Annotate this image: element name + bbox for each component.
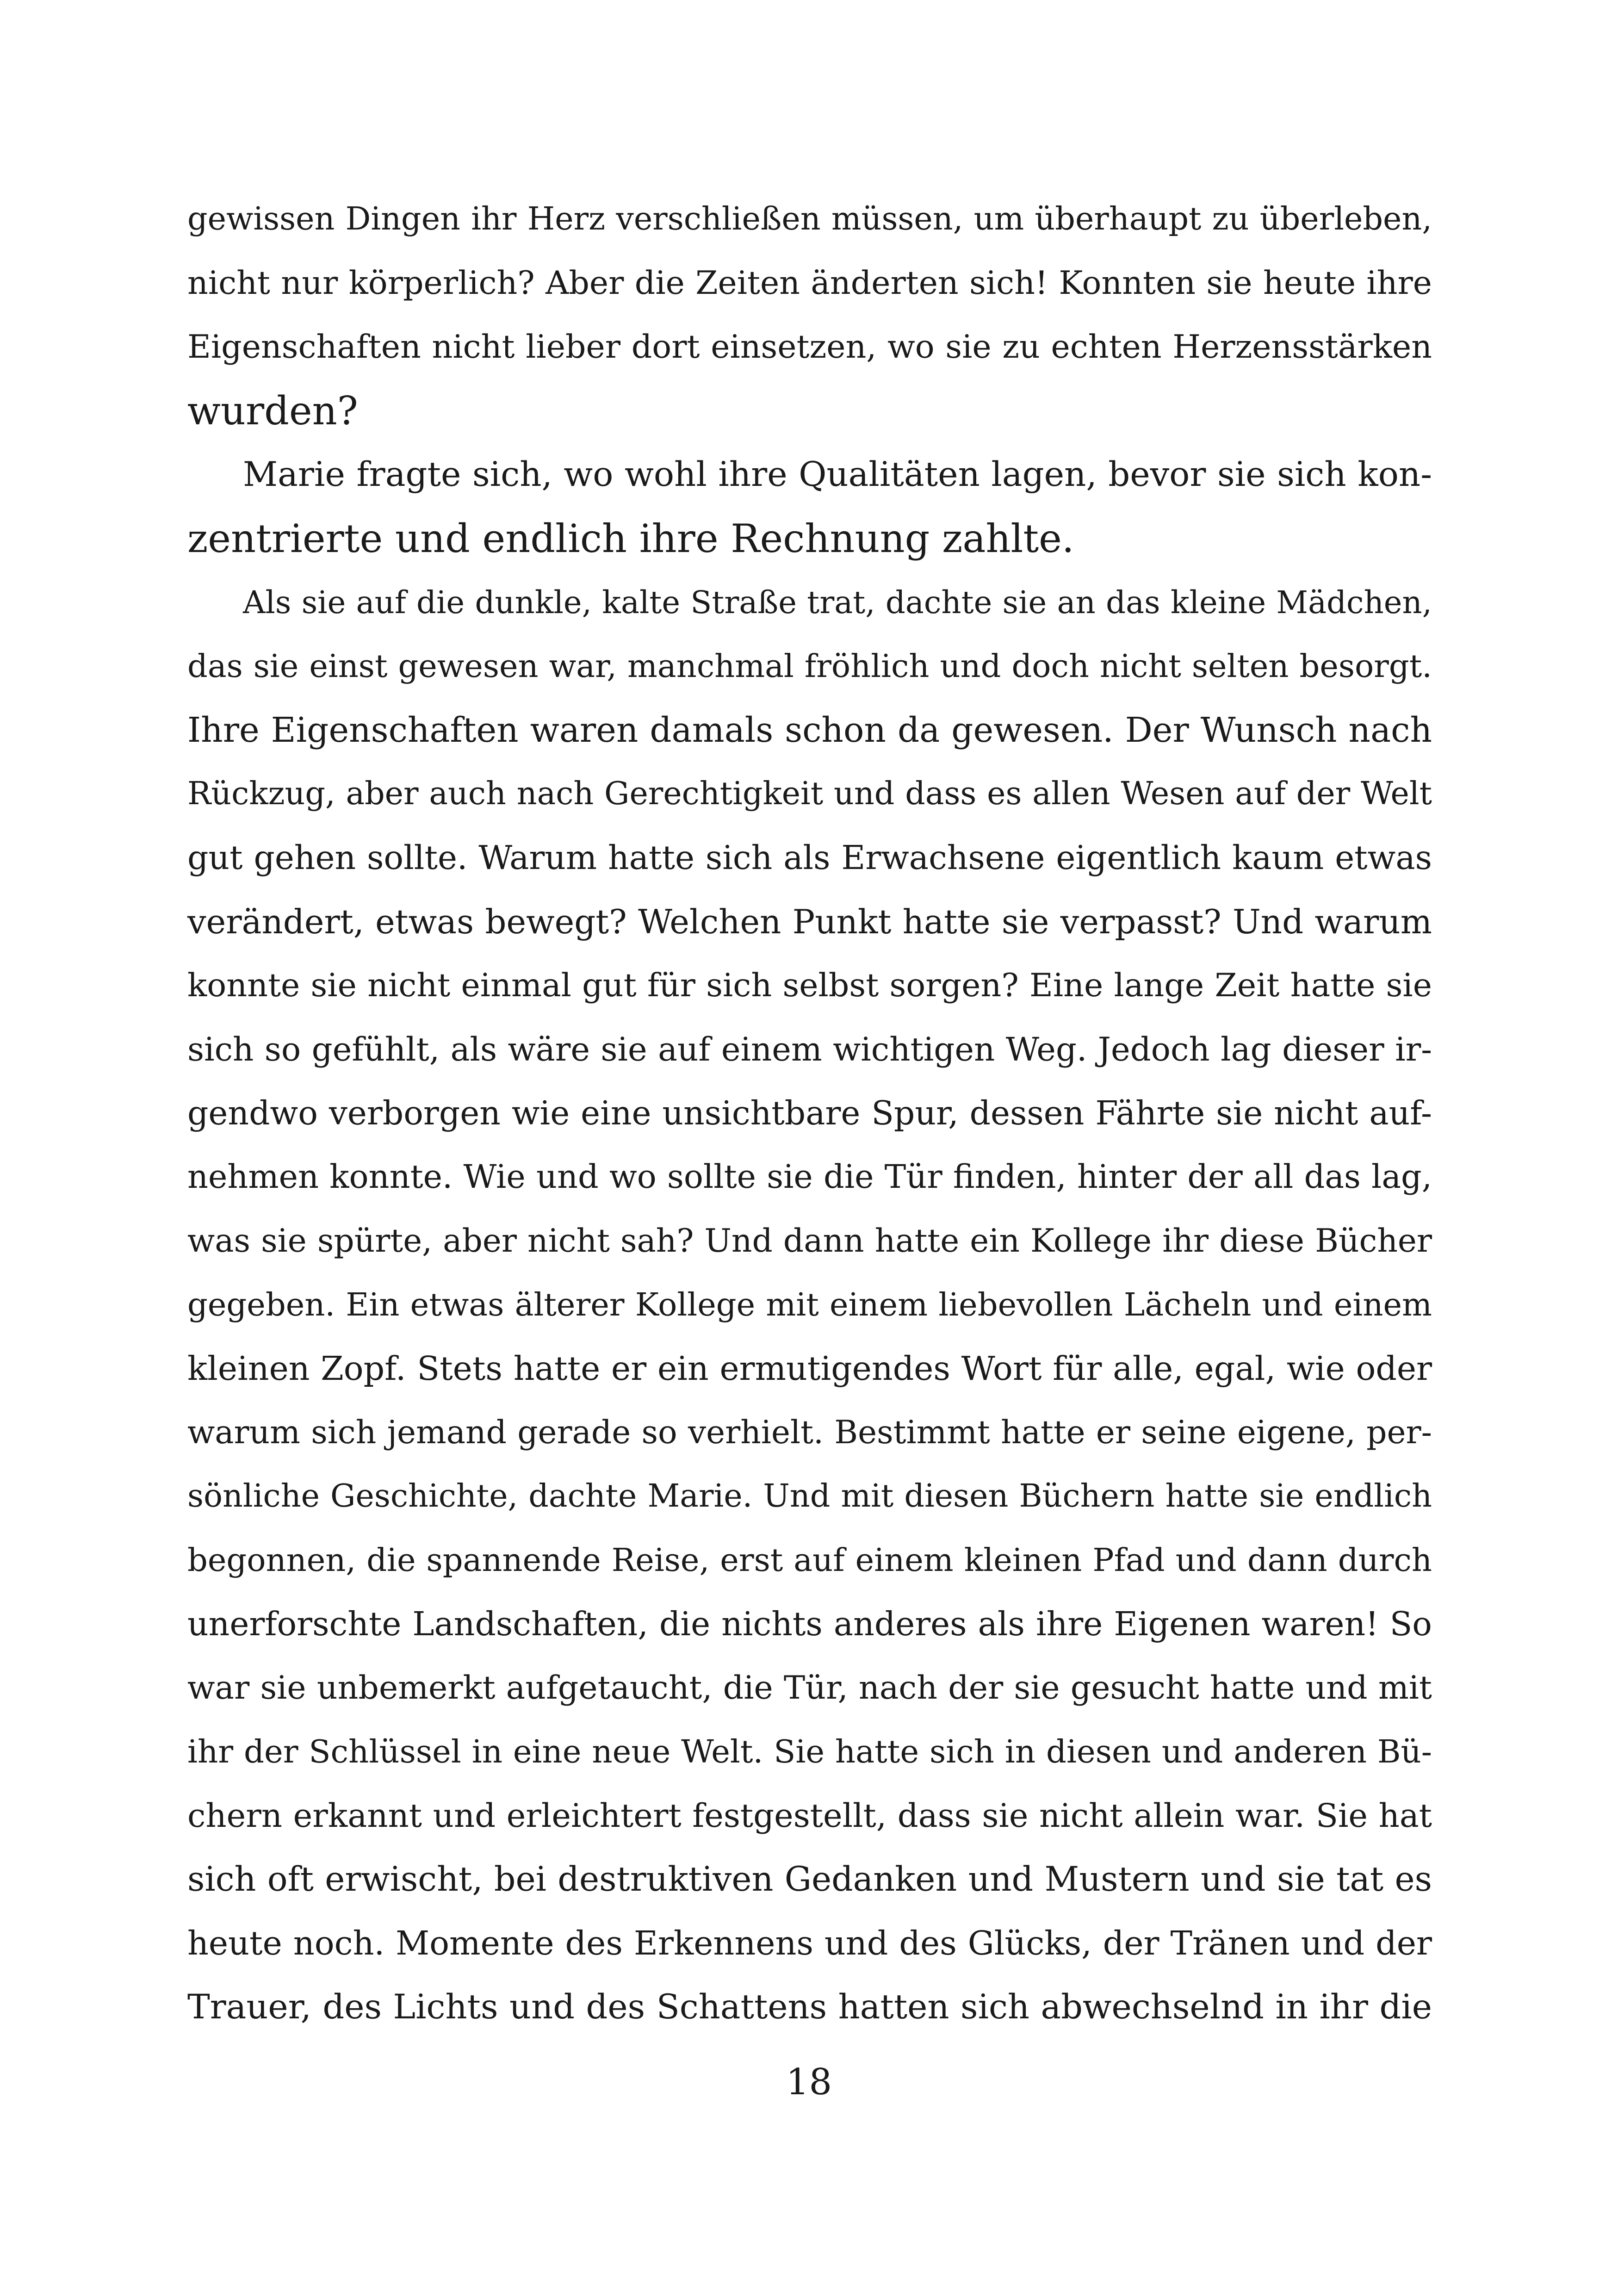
text-line: verändert, etwas bewegt? Welchen Punkt hatte sie verpasst? Und warum — [187, 902, 1432, 941]
text-line: sich oft erwischt, bei destruktiven Gedanken und Mustern und sie tat es — [187, 1860, 1432, 1899]
text-line: zentrierte und endlich ihre Rechnung zahlte. — [187, 516, 1074, 561]
text-line: Eigenschaften nicht lieber dort einsetzen, wo sie zu echten Herzensstärken — [187, 328, 1432, 366]
text-line: heute noch. Momente des Erkennens und des Glücks, der Tränen und der — [187, 1924, 1432, 1962]
text-line: kleinen Zopf. Stets hatte er ein ermutigendes Wort für alle, egal, wie oder — [187, 1349, 1432, 1388]
text-line: sönliche Geschichte, dachte Marie. Und mit diesen Büchern hatte sie endlich — [187, 1478, 1432, 1514]
text-line: Ihre Eigenschaften waren damals schon da gewesen. Der Wunsch nach — [187, 710, 1432, 750]
text-line: war sie unbemerkt aufgetaucht, die Tür, nach der sie gesucht hatte und mit — [187, 1669, 1432, 1706]
body-text — [187, 187, 1432, 2039]
text-line: wurden? — [187, 388, 358, 434]
text-line: unerforschte Landschaften, die nichts anderes als ihre Eigenen waren! So — [187, 1605, 1432, 1643]
text-line: was sie spürte, aber nicht sah? Und dann hatte ein Kollege ihr diese Bücher — [187, 1222, 1432, 1260]
text-line: gut gehen sollte. Warum hatte sich als Erwachsene eigentlich kaum etwas — [187, 838, 1432, 877]
text-line: warum sich jemand gerade so verhielt. Bestimmt hatte er seine eigene, per- — [187, 1414, 1432, 1451]
text-line: Als sie auf die dunkle, kalte Straße trat, dachte sie an das kleine Mädchen, — [243, 584, 1432, 621]
text-line: das sie einst gewesen war, manchmal fröhlich und doch nicht selten besorgt. — [187, 648, 1432, 685]
text-line: nicht nur körperlich? Aber die Zeiten änderten sich! Konnten sie heute ihre — [187, 264, 1432, 302]
text-line: Trauer, des Lichts und des Schattens hatten sich abwechselnd in ihr die — [187, 1987, 1432, 2027]
text-line: gendwo verborgen wie eine unsichtbare Spur, dessen Fährte sie nicht auf- — [187, 1094, 1432, 1132]
text-line: konnte sie nicht einmal gut für sich selbst sorgen? Eine lange Zeit hatte sie — [187, 967, 1432, 1004]
page-number: 18 — [786, 2061, 832, 2103]
text-line: chern erkannt und erleichtert festgestellt, dass sie nicht allein war. Sie hat — [187, 1797, 1432, 1835]
text-line: nehmen konnte. Wie und wo sollte sie die Tür finden, hinter der all das lag, — [187, 1158, 1432, 1196]
text-line: gegeben. Ein etwas älterer Kollege mit einem liebevollen Lächeln und einem — [187, 1286, 1432, 1323]
text-line: sich so gefühlt, als wäre sie auf einem wichtigen Weg. Jedoch lag dieser ir- — [187, 1030, 1432, 1068]
text-line: gewissen Dingen ihr Herz verschließen müssen, um überhaupt zu überleben, — [187, 201, 1432, 237]
text-line: begonnen, die spannende Reise, erst auf einem kleinen Pfad und dann durch — [187, 1542, 1432, 1579]
text-line: Marie fragte sich, wo wohl ihre Qualitäten lagen, bevor sie sich kon- — [243, 455, 1432, 494]
text-line: Rückzug, aber auch nach Gerechtigkeit und dass es allen Wesen auf der Welt — [187, 776, 1432, 812]
text-line: ihr der Schlüssel in eine neue Welt. Sie hatte sich in diesen und anderen Bü- — [187, 1733, 1432, 1770]
